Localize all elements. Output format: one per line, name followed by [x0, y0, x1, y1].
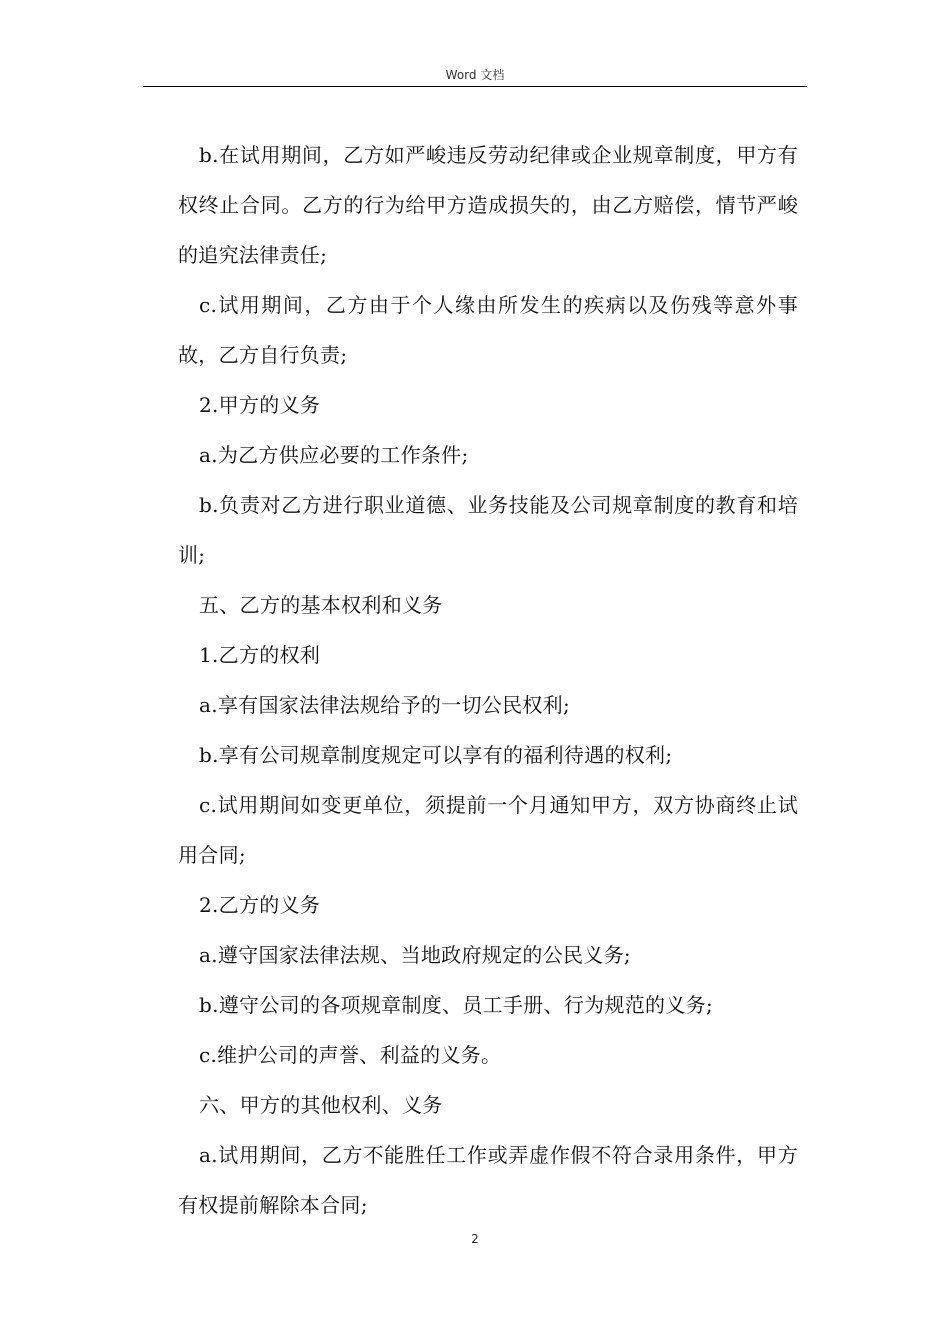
paragraph: c.维护公司的声誉、利益的义务。: [199, 1043, 502, 1067]
paragraph: b.遵守公司的各项规章制度、员工手册、行为规范的义务;: [199, 993, 713, 1017]
section-heading: 五、乙方的基本权利和义务: [199, 593, 443, 617]
section-heading: 1.乙方的权利: [199, 643, 321, 667]
header-divider: [143, 86, 807, 87]
paragraph: a.遵守国家法律法规、当地政府规定的公民义务;: [199, 943, 631, 967]
paragraph: a.试用期间，乙方不能胜任工作或弄虚作假不符合录用条件，甲方有权提前解除本合同;: [178, 1143, 798, 1217]
paragraph: b.在试用期间，乙方如严峻违反劳动纪律或企业规章制度，甲方有权终止合同。乙方的行为给甲方造成损失的，由乙方赔偿，情节严峻的追究法律责任;: [178, 143, 798, 267]
page-number: 2: [471, 1232, 479, 1246]
page-header: Word 文档: [445, 68, 505, 82]
paragraph: a.享有国家法律法规给予的一切公民权利;: [199, 693, 571, 717]
paragraph: a.为乙方供应必要的工作条件;: [199, 443, 469, 467]
paragraph: b.享有公司规章制度规定可以享有的福利待遇的权利;: [199, 743, 673, 767]
paragraph: b.负责对乙方进行职业道德、业务技能及公司规章制度的教育和培训;: [178, 493, 798, 567]
section-heading: 2.乙方的义务: [199, 893, 321, 917]
paragraph: c.试用期间，乙方由于个人缘由所发生的疾病以及伤残等意外事故，乙方自行负责;: [178, 293, 798, 367]
document-body: [178, 130, 798, 1230]
section-heading: 2.甲方的义务: [199, 393, 321, 417]
section-heading: 六、甲方的其他权利、义务: [199, 1093, 443, 1117]
paragraph: c.试用期间如变更单位，须提前一个月通知甲方，双方协商终止试用合同;: [178, 793, 798, 867]
